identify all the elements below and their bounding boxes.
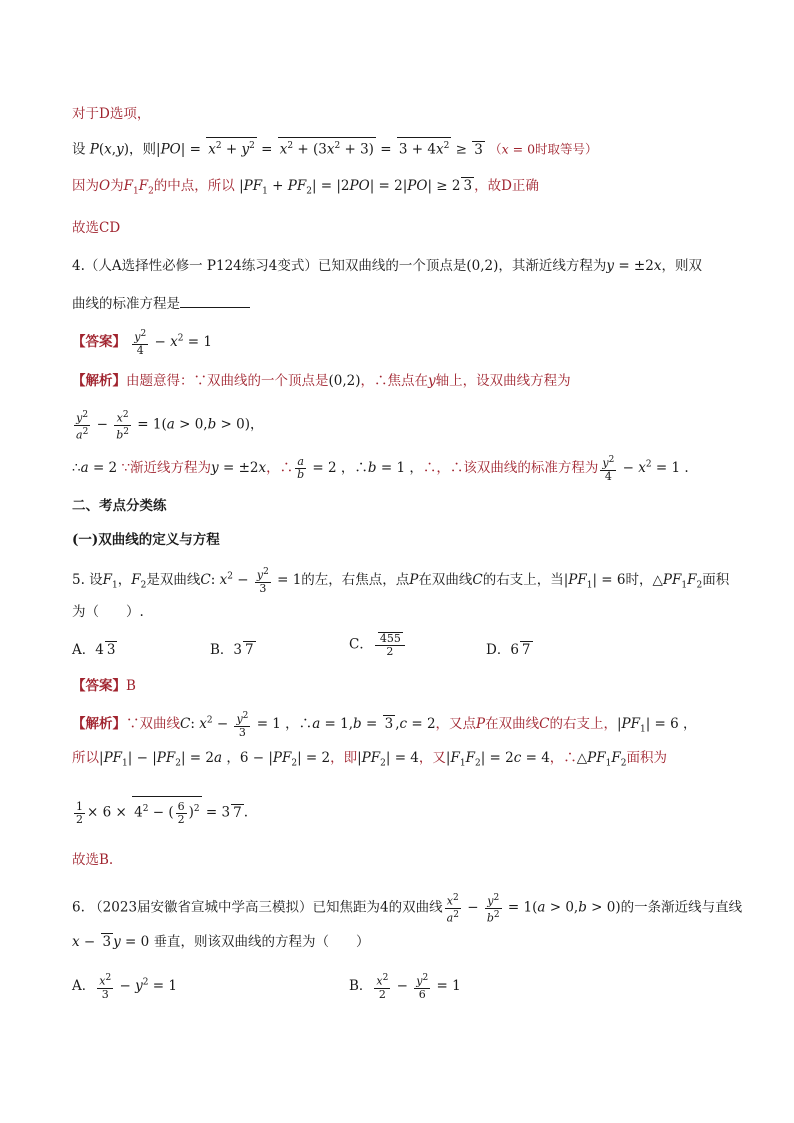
question-4-cont: 曲线的标准方程是 bbox=[72, 293, 250, 314]
analysis-line: $\frac{1}{2}$ × $6 \times 4^2$ − ( $\frac{6}{2}$ )$^2$ = 3 7 . bbox=[72, 796, 248, 826]
subsection-heading: (一)双曲线的定义与方程 bbox=[72, 532, 220, 548]
option-b[interactable]: B．3 7 bbox=[210, 642, 254, 658]
analysis-line: ∴a = 2 ∵渐近线方程为y = ±2x，∴ $\frac{a}{b}$ = 2 ，∴b = 1 ，∴，∴该双曲线的标准方程为 $\frac{y^2}{4}$ − $x^2 = 1$ . bbox=[72, 454, 689, 483]
text-line: 设 P(x,y)，则$|PO| = x^2 + y^2 = x^2 + (3x^2 + 3) = 3 + 4x^2 \ge 3$ （x = 0时取等号） bbox=[72, 137, 598, 160]
analysis-line: 【解析】由题意得：∵双曲线的一个顶点是(0,2)，∴焦点在y轴上，设双曲线方程为 bbox=[72, 373, 571, 389]
option-a[interactable]: A．4 3 bbox=[72, 642, 116, 658]
text-line: 对于D选项， bbox=[72, 106, 151, 122]
question-6-cont: x − 3 y = 0 垂直，则该双曲线的方程为（ ） bbox=[72, 934, 370, 950]
answer-line: 【答案】B bbox=[72, 678, 136, 694]
question-5: 5. 设$F_1$，$F_2$是双曲线C: $x^2$ − $\frac{y^2}{3}$ = 1的左，右焦点，点P在双曲线C的右支上，当$|PF_1| = 6$时，$\triangle PF_1F_2$面积 bbox=[72, 567, 730, 595]
option-c[interactable]: C． $\frac{455}{2}$ bbox=[349, 632, 407, 658]
analysis-line: 【解析】∵双曲线C: $x^2$ − $\frac{y^2}{3}$ = 1 ，∴a = 1,b = 3 ,c = 2，又点P在双曲线C的右支上，$|PF_1| = 6$ ， bbox=[72, 711, 697, 739]
answer-line: 【答案】 $\frac{y^2}{4}$ − $x^2 = 1$ bbox=[72, 329, 212, 357]
answer-blank[interactable] bbox=[180, 293, 250, 308]
text-line: 故选CD bbox=[72, 220, 121, 236]
option-d[interactable]: D．6 7 bbox=[486, 642, 531, 658]
question-6: 6. （2023届安徽省宣城中学高三模拟）已知焦距为4的双曲线 $\frac{x^2}{a^2}$ − $\frac{y^2}{b^2}$ = 1(a > 0,b > 0)的一条渐近线与直线 bbox=[72, 893, 743, 925]
question-4: 4.（人A选择性必修一 P124练习4变式）已知双曲线的一个顶点是(0,2)，其渐近线方程为y = ±2x，则双 bbox=[72, 258, 702, 274]
analysis-line: 所以$|PF_1| - |PF_2| = 2a$ ，$6 - |PF_2| = 2$，即$|PF_2| = 4$，又$|F_1F_2| = 2c = 4$，$\therefore\triangle PF_1F_2$面积为 bbox=[72, 750, 667, 769]
text-line: 故选B. bbox=[72, 852, 114, 868]
option-b[interactable]: B． $\frac{x^2}{2}$ − $\frac{y^2}{6}$ = 1 bbox=[349, 973, 461, 1001]
analysis-line: $\frac{y^2}{a^2}$ − $\frac{x^2}{b^2}$ = 1(a > 0,b > 0)， bbox=[76, 410, 264, 442]
option-a[interactable]: A． $\frac{x^2}{3}$ − $y^2 = 1$ bbox=[72, 973, 177, 1001]
question-5-cont: 为（ ）. bbox=[72, 604, 144, 620]
section-heading: 二、考点分类练 bbox=[72, 498, 167, 514]
text-line: 因为O为$F_1F_2$的中点，所以 $|PF_1 + PF_2| = |2PO| = 2|PO| \ge 2$ 3 ，故D正确 bbox=[72, 178, 539, 197]
